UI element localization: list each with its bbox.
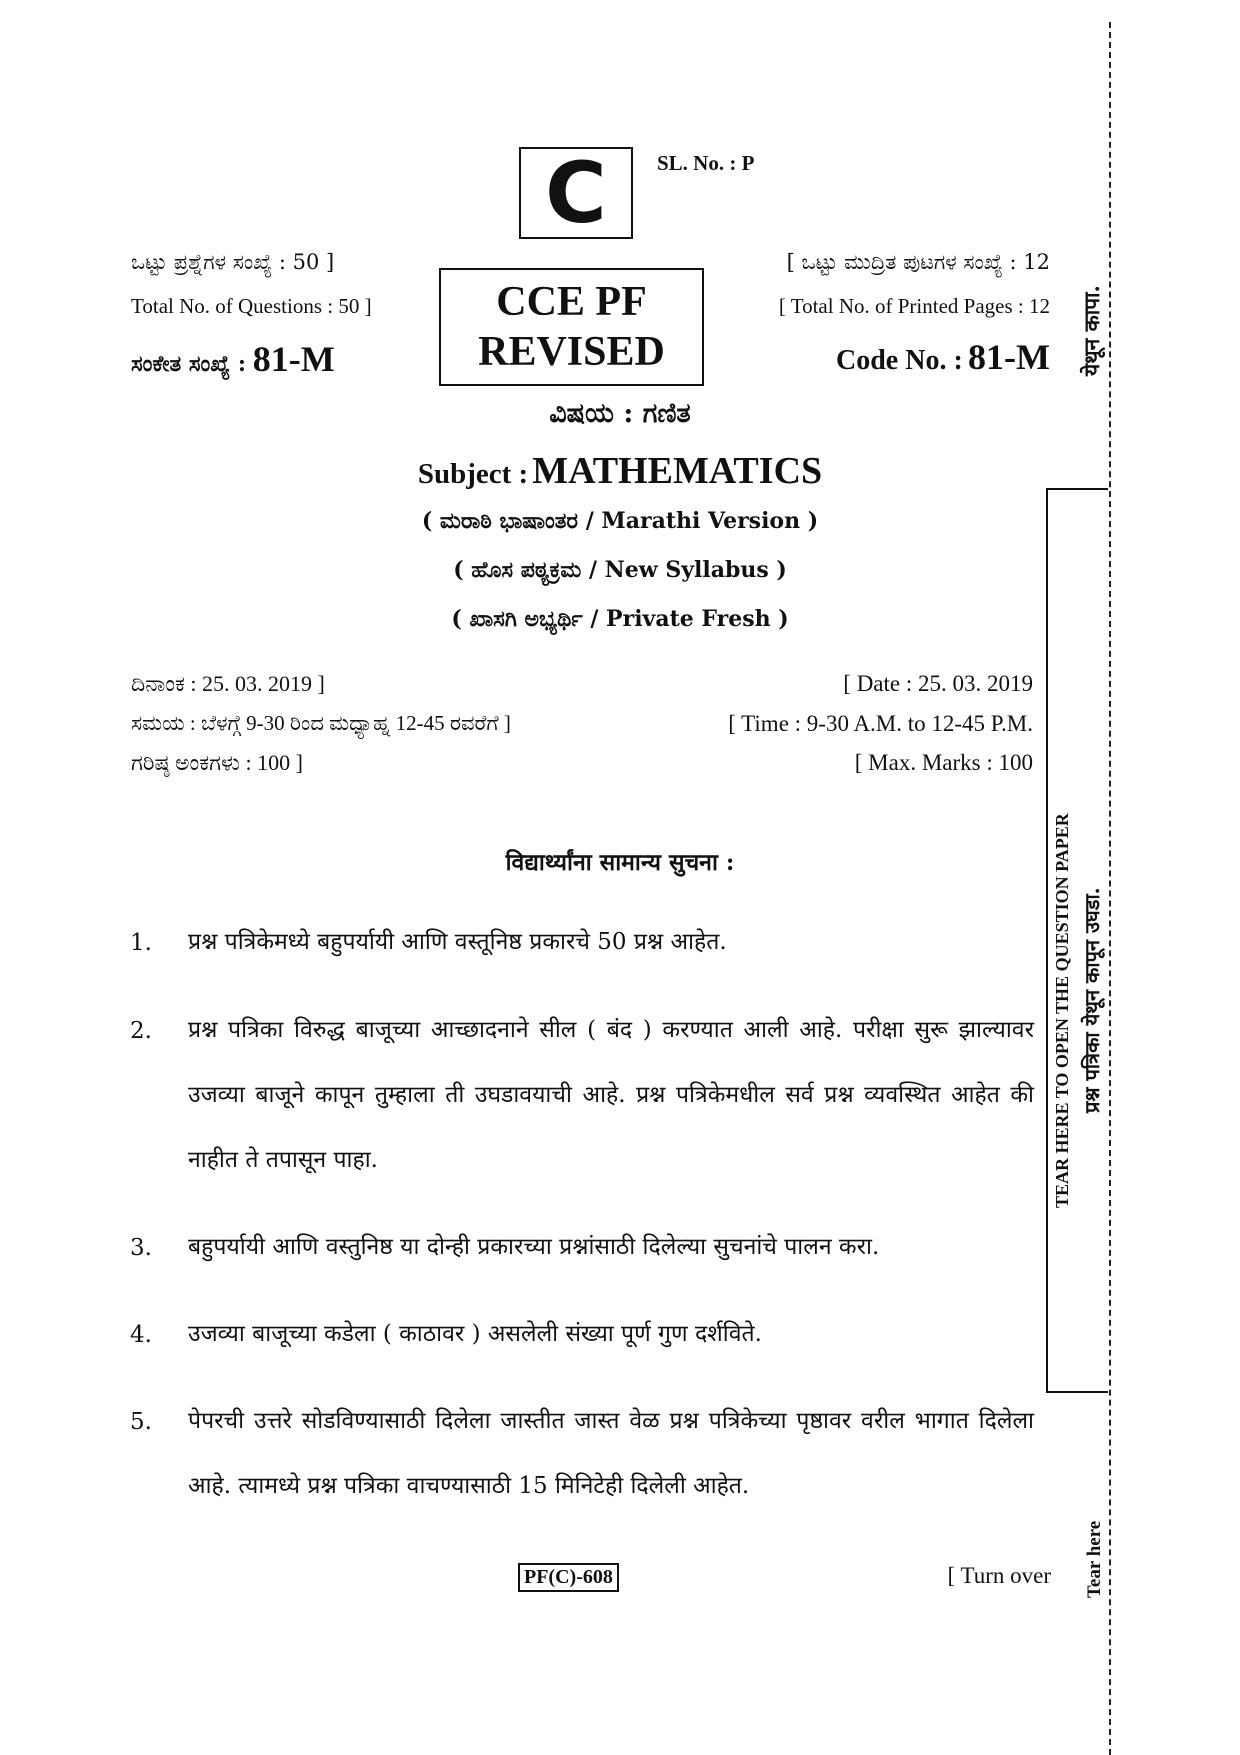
- turn-over: [ Turn over: [947, 1563, 1051, 1588]
- max-marks: [ Max. Marks : 100: [854, 750, 1033, 775]
- subject-name: MATHEMATICS: [532, 450, 823, 492]
- subject-label: Subject :: [417, 458, 529, 490]
- tear-here-label: Tear here: [1084, 1520, 1105, 1598]
- tear-here-open-marathi: प्रश्न पत्रिका येथून कापून उघडा.: [1080, 887, 1104, 1113]
- kannada-code-value: 81-M: [252, 339, 335, 379]
- code-number-row: [836, 336, 1050, 378]
- instruction-number: 2.: [130, 1018, 152, 1044]
- instruction-text: बहुपर्यायी आणि वस्तुनिष्ठ या दोन्ही प्रकारच्या प्रश्नांसाठी दिलेल्या सुचनांचे पालन करा.: [188, 1234, 880, 1260]
- kannada-code-label: ಸಂಕೇತ ಸಂಖ್ಯೆ :: [131, 351, 247, 377]
- code-value: 81-M: [968, 337, 1050, 377]
- instruction-number: 5.: [130, 1409, 152, 1435]
- syllabus-line: ( ಹೊಸ ಪಠ್ಯಕ್ರಮ / New Syllabus ): [453, 557, 787, 583]
- cut-here-marathi: येथून कापा.: [1079, 285, 1104, 376]
- kannada-marks: ಗರಿಷ್ಠ ಅಂಕಗಳು : 100 ]: [131, 750, 303, 775]
- instruction-number: 1.: [130, 930, 152, 956]
- exam-date: [ Date : 25. 03. 2019: [843, 671, 1033, 696]
- kannada-time: ಸಮಯ : ಬೆಳಗ್ಗೆ 9-30 ರಿಂದ ಮಧ್ಯಾಹ್ನ 12-45 ರವರೆಗೆ ]: [131, 711, 511, 735]
- instruction-text: उजव्या बाजूच्या कडेला ( काठावर ) असलेली संख्या पूर्ण गुण दर्शविते.: [188, 1321, 762, 1347]
- kannada-date: ದಿನಾಂಕ : 25. 03. 2019 ]: [131, 671, 325, 696]
- kannada-code-row: [131, 338, 335, 380]
- serial-number: SL. No. : P: [657, 151, 755, 175]
- cce-line-2: REVISED: [478, 329, 665, 375]
- version-line: ( ಮರಾಠಿ ಭಾಷಾಂತರ / Marathi Version ): [421, 508, 819, 534]
- code-label: Code No. :: [836, 345, 963, 376]
- cce-line-1: CCE PF: [496, 278, 647, 325]
- instruction-number: 3.: [130, 1235, 152, 1261]
- tear-dashed-line: [1109, 22, 1111, 1755]
- page-code: PF(C)-608: [518, 1563, 619, 1592]
- instruction-text: पेपरची उत्तरे सोडविण्यासाठी दिलेला जास्तीत जास्त वेळ प्रश्न पत्रिकेच्या पृष्ठावर वरील भागात दिलेला आहे. त्यामध्ये प्रश्न पत्रिका वाचण्यासाठी 15 मिनिटेही दिलेली आहेत.: [188, 1408, 1034, 1499]
- tear-here-open-label: TEAR HERE TO OPEN THE QUESTION PAPER: [1052, 813, 1072, 1208]
- instruction-text: प्रश्न पत्रिकेमध्ये बहुपर्यायी आणि वस्तूनिष्ठ प्रकारचे 50 प्रश्न आहेत.: [188, 929, 727, 955]
- instruction-number: 4.: [130, 1322, 152, 1348]
- instruction-text: प्रश्न पत्रिका विरुद्ध बाजूच्या आच्छादनाने सील ( बंद ) करण्यात आली आहे. परीक्षा सुरू झाल्यावर उजव्या बाजूने कापून तुम्हाला ती उघडावयाची आहे. प्रश्न पत्रिकेमधील सर्व प्रश्न व्यवस्थित आहेत की नाहीत ते तपासून पाहा.: [188, 1017, 1034, 1173]
- candidate-line: ( ಖಾಸಗಿ ಅಭ್ಯರ್ಥಿ / Private Fresh ): [451, 606, 789, 632]
- instructions-heading: विद्यार्थ्यांना सामान्य सुचना :: [505, 849, 735, 876]
- paper-code: C: [545, 144, 607, 242]
- kannada-total-pages: [ ಒಟ್ಟು ಮುದ್ರಿತ ಪುಟಗಳ ಸಂಖ್ಯೆ : 12: [786, 250, 1050, 274]
- kannada-total-questions: ಒಟ್ಟು ಪ್ರಶ್ನೆಗಳ ಸಂಖ್ಯೆ : 50 ]: [131, 250, 335, 274]
- subject-heading: [0, 449, 1240, 493]
- total-questions: Total No. of Questions : 50 ]: [131, 294, 372, 318]
- total-pages: [ Total No. of Printed Pages : 12: [778, 294, 1050, 318]
- exam-time: [ Time : 9-30 A.M. to 12-45 P.M.: [728, 711, 1033, 736]
- paper-code-box: [519, 144, 633, 242]
- cce-revised-box: [439, 268, 704, 386]
- kannada-subject: ವಿಷಯ : ಗಣಿತ: [549, 398, 691, 429]
